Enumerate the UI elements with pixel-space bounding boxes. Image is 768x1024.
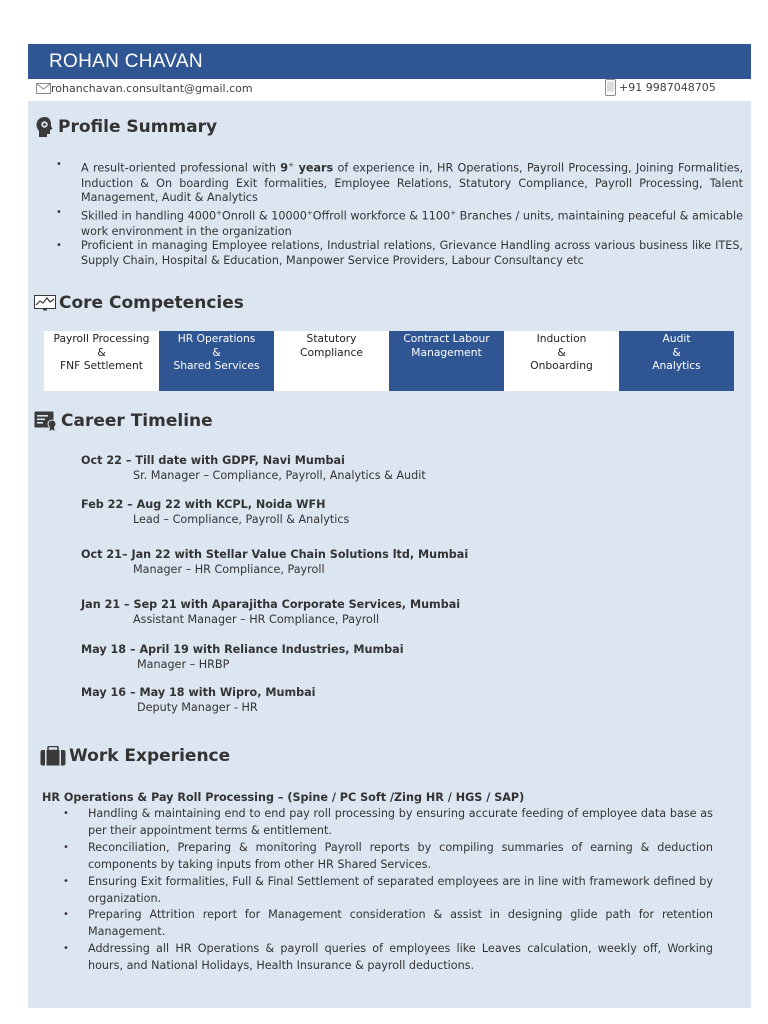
competency-payroll: Payroll Processing & FNF Settlement bbox=[44, 331, 159, 391]
profile-summary-title bbox=[35, 116, 217, 138]
timeline-entry: Jan 21 – Sep 21 with Aparajitha Corporate Services, Mumbai Assistant Manager – HR Compliance, Payroll bbox=[81, 598, 461, 626]
head-gear-icon bbox=[35, 116, 55, 138]
competency-statutory: Statutory Compliance bbox=[274, 331, 389, 391]
chart-board-icon bbox=[34, 295, 56, 311]
section-title-text: Career Timeline bbox=[61, 411, 213, 431]
timeline-entry: May 16 – May 18 with Wipro, Mumbai Deputy Manager - HR bbox=[81, 686, 316, 714]
competency-grid bbox=[44, 331, 734, 391]
work-role-heading: HR Operations & Pay Roll Processing – (Spine / PC Soft /Zing HR / HGS / SAP) bbox=[42, 791, 525, 804]
list-item: • Preparing Attrition report for Management consideration & assist in designing glide path for retention Management. bbox=[61, 907, 713, 941]
timeline-entry: Feb 22 – Aug 22 with KCPL, Noida WFH Lead – Compliance, Payroll & Analytics bbox=[81, 498, 350, 526]
timeline-entry: Oct 22 – Till date with GDPF, Navi Mumbai Sr. Manager – Compliance, Payroll, Analytics & Audit bbox=[81, 454, 426, 482]
contact-bar bbox=[28, 79, 751, 101]
profile-bullets bbox=[54, 158, 743, 269]
list-item: • Skilled in handling 4000+Onroll & 10000+Offroll workforce & 1100+ Branches / units, maintaining peaceful & amicable work environment in the organization bbox=[54, 206, 743, 239]
name-banner bbox=[28, 44, 751, 79]
competency-hr-operations: HR Operations & Shared Services bbox=[159, 331, 274, 391]
section-title-text: Profile Summary bbox=[58, 117, 218, 137]
section-title-text: Core Competencies bbox=[59, 293, 244, 313]
mail-icon bbox=[36, 83, 51, 94]
list-item: • Handling & maintaining end to end pay roll processing by ensuring accurate feeding of employee data base as per their appointment terms & entitlement. bbox=[61, 806, 713, 840]
phone-contact bbox=[605, 79, 716, 96]
list-item: • Proficient in managing Employee relations, Industrial relations, Grievance Handling across various business like ITES, Supply Chain, Hospital & Education, Manpower Service Providers, Labour Consultancy etc bbox=[54, 239, 743, 269]
competency-induction: Induction & Onboarding bbox=[504, 331, 619, 391]
work-experience-title bbox=[40, 746, 230, 766]
email-contact bbox=[36, 82, 253, 95]
candidate-name: ROHAN CHAVAN bbox=[49, 51, 203, 72]
phone-text[interactable]: +91 9987048705 bbox=[619, 81, 716, 94]
list-item: • Reconciliation, Preparing & monitoring Payroll reports by compiling summaries of earning & deduction components by taking inputs from other HR Shared Services. bbox=[61, 840, 713, 874]
work-bullets bbox=[61, 806, 713, 975]
competency-contract-labour: Contract Labour Management bbox=[389, 331, 504, 391]
career-timeline-title bbox=[34, 411, 213, 431]
certificate-icon bbox=[34, 411, 58, 431]
briefcase-icon bbox=[40, 746, 66, 766]
list-item: • Addressing all HR Operations & payroll queries of employees like Leaves calculation, weekly off, Working hours, and National Holidays, Health Insurance & payroll deductions. bbox=[61, 941, 713, 975]
email-text[interactable]: rohanchavan.consultant@gmail.com bbox=[51, 82, 253, 95]
timeline-entry: Oct 21– Jan 22 with Stellar Value Chain Solutions ltd, Mumbai Manager – HR Compliance, Payroll bbox=[81, 548, 469, 576]
competency-audit: Audit & Analytics bbox=[619, 331, 734, 391]
phone-icon bbox=[605, 79, 616, 96]
section-title-text: Work Experience bbox=[69, 746, 231, 766]
list-item: • A result-oriented professional with 9+ years of experience in, HR Operations, Payroll Processing, Joining Formalities, Induction & On boarding Exit formalities, Employee Relations, Statutory Compliance, Payroll Processing, Talent Management, Audit & Analytics bbox=[54, 158, 743, 206]
list-item: • Ensuring Exit formalities, Full & Final Settlement of separated employees are in line with framework defined by organization. bbox=[61, 874, 713, 908]
timeline-entry: May 18 – April 19 with Reliance Industries, Mumbai Manager – HRBP bbox=[81, 643, 404, 671]
core-competencies-title bbox=[34, 293, 244, 313]
